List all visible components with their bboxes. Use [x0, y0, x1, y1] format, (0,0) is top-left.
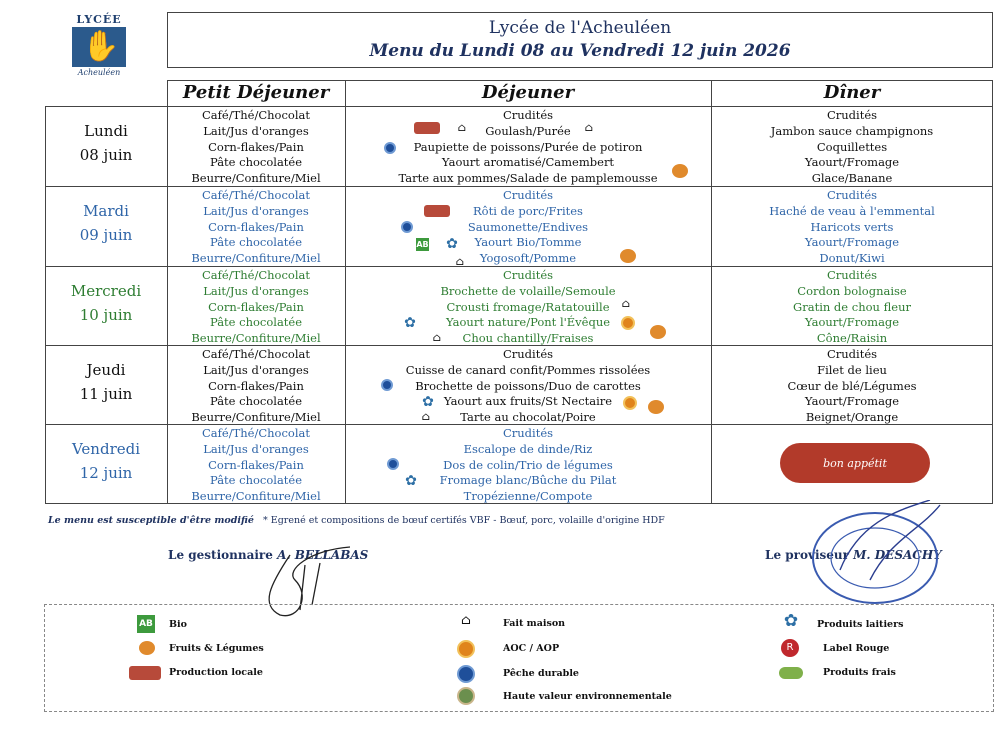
menu-item: Corn-flakes/Pain	[208, 457, 304, 472]
legend-aop: AOC / AOP	[503, 643, 560, 654]
house-made-icon: ⌂	[621, 297, 631, 310]
menu-note	[48, 515, 665, 526]
dairy-products-icon: ✿	[446, 236, 458, 252]
menu-item: Tarte au chocolat/Poire	[460, 410, 596, 425]
breakfast-cell	[167, 188, 345, 267]
principal-label: Le proviseur	[765, 548, 849, 562]
menu-item: Crudités	[826, 188, 878, 202]
dairy-products-icon: ✿	[405, 473, 417, 489]
fresh-products-icon	[779, 667, 803, 679]
menu-item: Café/Thé/Chocolat	[202, 268, 310, 282]
menu-item: Tropézienne/Compote	[463, 489, 593, 504]
origin-note: * Egrené et compositions de bœuf certifés VBF - Bœuf, porc, volaille d'origine HDF	[263, 515, 665, 526]
menu-item: Crudités	[502, 347, 554, 361]
dairy-products-icon: ✿	[404, 315, 416, 331]
label-rouge-icon: R	[781, 639, 799, 657]
menu-item: Pâte chocolatée	[209, 394, 303, 409]
dinner-cell	[711, 347, 993, 426]
menu-item: Cordon bolognaise	[797, 283, 907, 298]
menu-item: Chou chantilly/Fraises	[462, 331, 594, 346]
legend-fish: Pêche durable	[503, 668, 579, 679]
fruits-vegetables-icon	[650, 325, 666, 339]
menu-item: Coquillettes	[816, 139, 888, 154]
organic-bio-icon: AB	[137, 615, 155, 633]
menu-item: Crudités	[502, 188, 554, 202]
menu-item: Beurre/Confiture/Miel	[191, 489, 321, 504]
menu-item: Lait/Jus d'oranges	[203, 441, 309, 456]
menu-item: Lait/Jus d'oranges	[203, 123, 309, 138]
sustainable-fishing-icon	[381, 379, 393, 391]
menu-item: Crudités	[502, 268, 554, 282]
menu-item: Yaourt/Fromage	[804, 315, 900, 330]
house-made-icon: ⌂	[457, 121, 467, 134]
menu-item: Crudités	[826, 268, 878, 282]
menu-item: Café/Thé/Chocolat	[202, 188, 310, 202]
sustainable-fishing-icon	[457, 665, 475, 683]
menu-item: Corn-flakes/Pain	[208, 139, 304, 154]
menu-header	[167, 12, 993, 68]
menu-item: Café/Thé/Chocolat	[202, 426, 310, 440]
house-made-icon: ⌂	[461, 613, 471, 628]
local-production-icon	[414, 122, 440, 134]
menu-item: Yaourt/Fromage	[804, 394, 900, 409]
modification-note: Le menu est susceptible d'être modifié	[48, 515, 254, 526]
school-title: Lycée de l'Acheuléen	[488, 18, 672, 38]
legend-label-rouge: Label Rouge	[823, 643, 890, 654]
day-date: 09 juin	[79, 226, 133, 244]
menu-item: Fromage blanc/Bûche du Pilat	[439, 473, 617, 488]
menu-item: Corn-flakes/Pain	[208, 378, 304, 393]
dairy-products-icon: ✿	[422, 394, 434, 410]
sustainable-fishing-icon	[387, 458, 399, 470]
organic-bio-icon: AB	[416, 240, 429, 249]
sustainable-fishing-icon	[401, 221, 413, 233]
day-label	[45, 437, 167, 485]
menu-item: Paupiette de poissons/Purée de potiron	[413, 139, 643, 154]
menu-item: Haricots verts	[810, 219, 894, 234]
legend-dairy: Produits laitiers	[817, 619, 904, 630]
menu-item: Filet de lieu	[817, 362, 887, 377]
dairy-products-icon: ✿	[783, 611, 799, 631]
menu-item: Pâte chocolatée	[209, 155, 303, 170]
day-label	[45, 358, 167, 406]
menu-item: Crudités	[826, 347, 878, 361]
manager-label: Le gestionnaire	[168, 548, 273, 562]
menu-item: Yogosoft/Pomme	[479, 251, 577, 266]
menu-item: Crudités	[826, 108, 878, 122]
menu-item: Beignet/Orange	[805, 410, 899, 425]
menu-item: Pâte chocolatée	[209, 473, 303, 488]
logo-bottom-text: Acheuléen	[77, 68, 121, 77]
menu-item: Beurre/Confiture/Miel	[191, 331, 321, 346]
legend-local: Production locale	[169, 667, 263, 678]
menu-item: Brochette de volaille/Semoule	[440, 283, 616, 298]
manager-name: A. BELLABAS	[277, 548, 369, 562]
day-label	[45, 119, 167, 167]
bon-appetit-text: bon appétit	[823, 457, 887, 470]
menu-item: Corn-flakes/Pain	[208, 219, 304, 234]
menu-item: Beurre/Confiture/Miel	[191, 410, 321, 425]
day-name: Mercredi	[70, 282, 142, 300]
day-date: 12 juin	[79, 464, 133, 482]
menu-item: Beurre/Confiture/Miel	[191, 171, 321, 186]
sustainable-fishing-icon	[384, 142, 396, 154]
menu-item: Cône/Raisin	[816, 331, 888, 346]
menu-item: Crudités	[502, 426, 554, 440]
menu-period: Menu du Lundi 08 au Vendredi 12 juin 2026	[369, 41, 791, 61]
logo-top-text: LYCÉE	[76, 13, 122, 26]
fruits-vegetables-icon	[620, 249, 636, 263]
legend-fresh: Produits frais	[823, 667, 896, 678]
menu-item: Lait/Jus d'oranges	[203, 362, 309, 377]
day-name: Vendredi	[71, 440, 141, 458]
hand-logo-icon: ✋	[72, 27, 126, 67]
menu-item: Rôti de porc/Frites	[473, 203, 583, 218]
lunch-cell	[345, 188, 711, 267]
legend-house: Fait maison	[503, 618, 566, 629]
menu-item: Haché de veau à l'emmental	[769, 203, 935, 218]
day-date: 11 juin	[79, 385, 133, 403]
menu-item: Escalope de dinde/Riz	[463, 441, 593, 456]
menu-item: Donut/Kiwi	[819, 251, 885, 266]
menu-item: Tarte aux pommes/Salade de pamplemousse	[398, 171, 658, 186]
lunch-cell	[345, 426, 711, 505]
column-breakfast: Petit Déjeuner	[182, 82, 330, 103]
menu-item: Lait/Jus d'oranges	[203, 283, 309, 298]
day-date: 10 juin	[79, 306, 133, 324]
column-lunch: Déjeuner	[481, 82, 575, 103]
aop-label-icon	[457, 640, 475, 658]
breakfast-cell	[167, 268, 345, 347]
menu-item: Pâte chocolatée	[209, 235, 303, 250]
menu-item: Jambon sauce champignons	[770, 123, 934, 138]
aop-label-icon	[623, 396, 637, 410]
menu-item: Yaourt aux fruits/St Nectaire	[443, 394, 613, 409]
menu-item: Yaourt aromatisé/Camembert	[441, 155, 615, 170]
dinner-cell	[711, 268, 993, 347]
menu-item: Lait/Jus d'oranges	[203, 203, 309, 218]
menu-item: Beurre/Confiture/Miel	[191, 251, 321, 266]
breakfast-cell	[167, 426, 345, 505]
breakfast-cell	[167, 108, 345, 187]
principal-name: M. DESACHY	[853, 548, 942, 562]
lunch-cell	[345, 347, 711, 426]
house-made-icon: ⌂	[455, 255, 465, 268]
dinner-cell	[711, 188, 993, 267]
fruits-vegetables-icon	[139, 641, 155, 655]
lunch-cell	[345, 108, 711, 187]
fruits-vegetables-icon	[672, 164, 688, 178]
menu-item: Saumonette/Endives	[467, 219, 589, 234]
legend-hve: Haute valeur environnementale	[503, 691, 672, 702]
official-stamp-icon	[800, 500, 950, 610]
menu-item: Dos de colin/Trio de légumes	[443, 457, 613, 472]
menu-item: Café/Thé/Chocolat	[202, 108, 310, 122]
menu-item: Cuisse de canard confit/Pommes rissolées	[405, 362, 651, 377]
menu-item: Crousti fromage/Ratatouille	[446, 299, 610, 314]
local-production-icon	[129, 666, 161, 680]
day-name: Lundi	[84, 122, 128, 140]
breakfast-cell	[167, 347, 345, 426]
menu-item: Glace/Banane	[811, 171, 893, 186]
house-made-icon: ⌂	[584, 121, 594, 134]
day-date: 08 juin	[79, 146, 133, 164]
legend-bio: Bio	[169, 619, 187, 630]
school-logo	[72, 14, 126, 78]
menu-item: Yaourt/Fromage	[804, 155, 900, 170]
bon-appetit-image	[780, 437, 930, 489]
menu-item: Yaourt Bio/Tomme	[474, 235, 582, 250]
house-made-icon: ⌂	[421, 410, 431, 423]
menu-item: Café/Thé/Chocolat	[202, 347, 310, 361]
legend-fruits: Fruits & Légumes	[169, 643, 264, 654]
aop-label-icon	[621, 316, 635, 330]
fruits-vegetables-icon	[648, 400, 664, 414]
day-name: Mardi	[83, 202, 129, 220]
day-label	[45, 279, 167, 327]
menu-item: Yaourt nature/Pont l'Évêque	[445, 315, 611, 330]
menu-item: Yaourt/Fromage	[804, 235, 900, 250]
menu-item: Goulash/Purée	[485, 123, 571, 138]
day-label	[45, 199, 167, 247]
day-name: Jeudi	[86, 361, 126, 379]
menu-item: Gratin de chou fleur	[793, 299, 911, 314]
menu-item: Brochette de poissons/Duo de carottes	[415, 378, 641, 393]
column-dinner: Dîner	[823, 82, 881, 103]
menu-item: Cœur de blé/Légumes	[787, 378, 917, 393]
dinner-cell	[711, 108, 993, 187]
legend-box	[44, 604, 994, 712]
local-production-icon	[424, 205, 450, 217]
menu-item: Crudités	[502, 108, 554, 122]
menu-item: Pâte chocolatée	[209, 315, 303, 330]
menu-item: Corn-flakes/Pain	[208, 299, 304, 314]
house-made-icon: ⌂	[432, 331, 442, 344]
hve-icon	[457, 687, 475, 705]
